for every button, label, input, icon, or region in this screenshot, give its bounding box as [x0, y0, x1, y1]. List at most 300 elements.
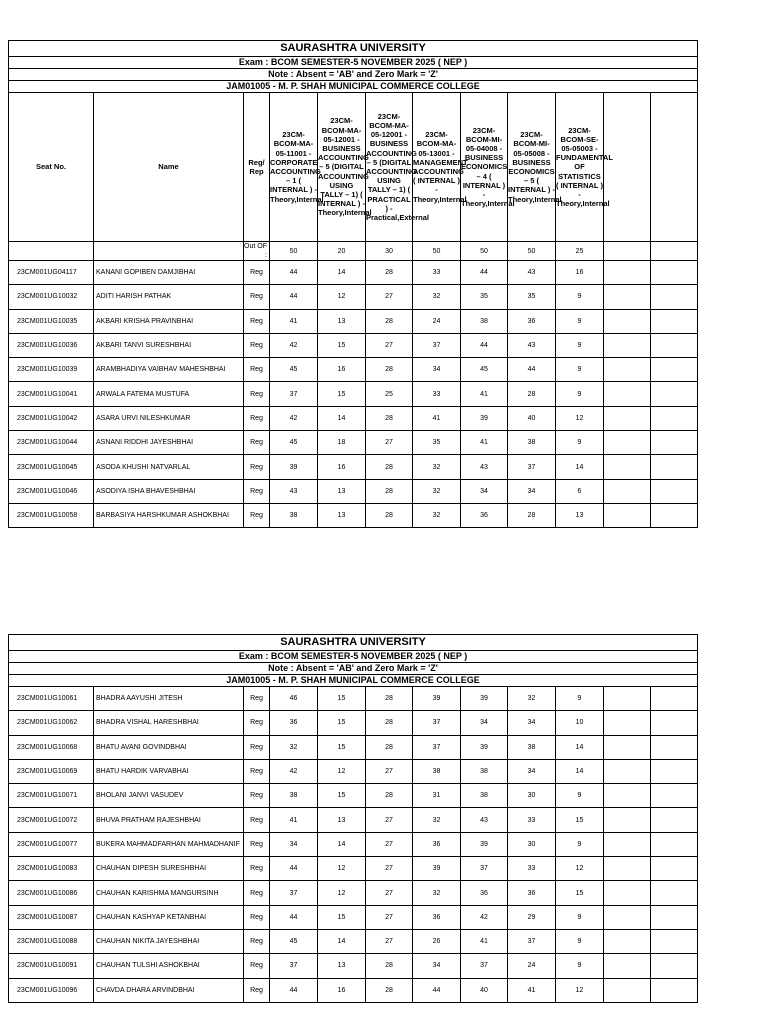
mark-cell: 43 — [508, 333, 556, 357]
student-rows-1 — [9, 261, 698, 528]
mark-cell: 27 — [366, 881, 413, 905]
note-text: Absent = 'AB' and Zero Mark = 'Z' — [295, 69, 438, 79]
student-name-cell: BHUVA PRATHAM RAJESHBHAI — [94, 808, 244, 832]
student-name-cell: BHATU HARDIK VARVABHAI — [94, 759, 244, 783]
table-row — [9, 261, 698, 285]
reg-type-cell: Reg — [244, 735, 270, 759]
student-name-cell: ASARA URVI NILESHKUMAR — [94, 406, 244, 430]
mark-cell: 34 — [461, 711, 508, 735]
reg-type-cell: Reg — [244, 832, 270, 856]
reg-type-cell: Reg — [244, 333, 270, 357]
mark-cell: 34 — [270, 832, 318, 856]
mark-cell: 9 — [556, 954, 604, 978]
mark-cell: 39 — [413, 857, 461, 881]
student-name-cell: AKBARI TANVI SURESHBHAI — [94, 333, 244, 357]
mark-cell: 9 — [556, 431, 604, 455]
mark-cell: 32 — [413, 503, 461, 527]
mark-cell: 37 — [508, 929, 556, 953]
table-row — [9, 954, 698, 978]
mark-cell: 27 — [366, 808, 413, 832]
mark-cell: 13 — [556, 503, 604, 527]
mark-cell: 28 — [366, 687, 413, 711]
empty-cell — [604, 954, 651, 978]
empty-cell — [604, 735, 651, 759]
mark-cell: 16 — [318, 455, 366, 479]
mark-cell: 36 — [461, 881, 508, 905]
mark-cell: 32 — [413, 881, 461, 905]
note-text: Absent = 'AB' and Zero Mark = 'Z' — [295, 663, 438, 673]
mark-cell: 28 — [366, 261, 413, 285]
mark-cell: 46 — [270, 687, 318, 711]
mark-cell: 39 — [461, 687, 508, 711]
mark-cell: 16 — [318, 358, 366, 382]
empty-cell — [651, 455, 698, 479]
empty-cell — [604, 687, 651, 711]
empty-cell — [651, 309, 698, 333]
mark-cell: 43 — [461, 455, 508, 479]
mark-cell: 42 — [461, 905, 508, 929]
mark-cell: 24 — [413, 309, 461, 333]
student-name-cell: ARWALA FATEMA MUSTUFA — [94, 382, 244, 406]
outof-blank — [604, 242, 651, 261]
mark-cell: 41 — [413, 406, 461, 430]
table-row — [9, 431, 698, 455]
mark-cell: 38 — [461, 784, 508, 808]
mark-cell: 28 — [366, 479, 413, 503]
mark-cell: 33 — [508, 857, 556, 881]
mark-cell: 36 — [508, 881, 556, 905]
mark-cell: 15 — [318, 711, 366, 735]
mark-cell: 28 — [366, 954, 413, 978]
empty-cell — [651, 406, 698, 430]
exam-label: Exam : — [238, 57, 271, 67]
student-name-cell: BUKERA MAHMADFARHAN MAHMADHANIF — [94, 832, 244, 856]
seat-number-cell: 23CM001UG10042 — [9, 406, 94, 430]
student-name-cell: BARBASIYA HARSHKUMAR ASHOKBHAI — [94, 503, 244, 527]
table-row — [9, 978, 698, 1002]
mark-cell: 45 — [270, 431, 318, 455]
student-name-cell: CHAUHAN KARISHMA MANGURSINH — [94, 881, 244, 905]
mark-cell: 27 — [366, 857, 413, 881]
mark-cell: 14 — [556, 735, 604, 759]
mark-cell: 10 — [556, 711, 604, 735]
outof-label: Out OF : — [244, 242, 270, 261]
mark-cell: 9 — [556, 784, 604, 808]
mark-cell: 35 — [461, 285, 508, 309]
mark-cell: 9 — [556, 832, 604, 856]
student-name-cell: ARAMBHADIYA VAIBHAV MAHESHBHAI — [94, 358, 244, 382]
mark-cell: 34 — [413, 954, 461, 978]
empty-cell — [651, 382, 698, 406]
seat-number-cell: 23CM001UG10035 — [9, 309, 94, 333]
note-label: Note : — [268, 663, 296, 673]
mark-cell: 28 — [366, 711, 413, 735]
mark-cell: 32 — [413, 479, 461, 503]
mark-cell: 15 — [318, 333, 366, 357]
result-table-1 — [8, 40, 698, 528]
mark-cell: 33 — [413, 261, 461, 285]
seat-number-cell: 23CM001UG10091 — [9, 954, 94, 978]
empty-cell — [651, 687, 698, 711]
mark-cell: 39 — [461, 832, 508, 856]
seat-number-cell: 23CM001UG10045 — [9, 455, 94, 479]
empty-cell — [604, 479, 651, 503]
mark-cell: 37 — [270, 881, 318, 905]
outof-blank — [9, 242, 94, 261]
reg-type-cell: Reg — [244, 954, 270, 978]
outof-value: 50 — [413, 242, 461, 261]
empty-cell — [604, 881, 651, 905]
mark-cell: 38 — [508, 431, 556, 455]
mark-cell: 41 — [270, 808, 318, 832]
empty-cell — [604, 832, 651, 856]
student-name-cell: BHATU AVANI GOVINDBHAI — [94, 735, 244, 759]
reg-type-cell: Reg — [244, 711, 270, 735]
mark-cell: 16 — [318, 978, 366, 1002]
mark-cell: 12 — [318, 881, 366, 905]
mark-cell: 44 — [508, 358, 556, 382]
mark-cell: 36 — [461, 503, 508, 527]
mark-cell: 28 — [366, 735, 413, 759]
mark-cell: 28 — [508, 382, 556, 406]
empty-cell — [651, 735, 698, 759]
mark-cell: 42 — [270, 759, 318, 783]
mark-cell: 15 — [318, 382, 366, 406]
mark-cell: 37 — [413, 735, 461, 759]
outof-blank — [94, 242, 244, 261]
empty-cell — [604, 309, 651, 333]
empty-cell — [651, 285, 698, 309]
mark-cell: 14 — [318, 929, 366, 953]
student-name-cell: ASODIYA ISHA BHAVESHBHAI — [94, 479, 244, 503]
college-name: JAM01005 - M. P. SHAH MUNICIPAL COMMERCE COLLEGE — [9, 675, 698, 687]
student-name-cell: CHAUHAN KASHYAP KETANBHAI — [94, 905, 244, 929]
student-name-cell: CHAUHAN DIPESH SURESHBHAI — [94, 857, 244, 881]
mark-cell: 44 — [270, 285, 318, 309]
reg-type-cell: Reg — [244, 261, 270, 285]
reg-type-cell: Reg — [244, 905, 270, 929]
mark-cell: 28 — [366, 309, 413, 333]
mark-cell: 38 — [508, 735, 556, 759]
empty-cell — [651, 358, 698, 382]
mark-cell: 28 — [366, 784, 413, 808]
reg-type-cell: Reg — [244, 687, 270, 711]
seat-number-cell: 23CM001UG10072 — [9, 808, 94, 832]
outof-value: 25 — [556, 242, 604, 261]
mark-cell: 14 — [318, 261, 366, 285]
mark-cell: 41 — [461, 431, 508, 455]
mark-cell: 12 — [318, 285, 366, 309]
mark-cell: 38 — [270, 503, 318, 527]
outof-value: 30 — [366, 242, 413, 261]
mark-cell: 9 — [556, 285, 604, 309]
result-table-2 — [8, 634, 698, 1003]
table-row — [9, 382, 698, 406]
seat-number-cell: 23CM001UG10086 — [9, 881, 94, 905]
table-row — [9, 905, 698, 929]
mark-cell: 37 — [461, 954, 508, 978]
table-row — [9, 455, 698, 479]
outof-blank — [651, 242, 698, 261]
mark-cell: 31 — [413, 784, 461, 808]
student-name-cell: ASODA KHUSHI NATVARLAL — [94, 455, 244, 479]
result-sheet-1 — [8, 40, 697, 528]
empty-cell — [651, 503, 698, 527]
empty-cell — [604, 382, 651, 406]
empty-cell — [604, 503, 651, 527]
mark-cell: 12 — [556, 978, 604, 1002]
student-name-cell: BHOLANI JANVI VASUDEV — [94, 784, 244, 808]
exam-line — [9, 57, 698, 69]
subject-header: 23CM-BCOM-MI-05-05008 - BUSINESS ECONOMICS – 5 ( INTERNAL ) - Theory,Internal — [508, 93, 556, 242]
mark-cell: 30 — [508, 832, 556, 856]
mark-cell: 34 — [508, 759, 556, 783]
table-row — [9, 808, 698, 832]
mark-cell: 27 — [366, 285, 413, 309]
seat-number-cell: 23CM001UG10041 — [9, 382, 94, 406]
empty-cell — [604, 978, 651, 1002]
mark-cell: 37 — [270, 382, 318, 406]
table-row — [9, 503, 698, 527]
mark-cell: 41 — [508, 978, 556, 1002]
empty-cell — [604, 759, 651, 783]
mark-cell: 15 — [318, 905, 366, 929]
mark-cell: 38 — [413, 759, 461, 783]
mark-cell: 15 — [556, 808, 604, 832]
mark-cell: 9 — [556, 905, 604, 929]
table-row — [9, 857, 698, 881]
reg-type-cell: Reg — [244, 309, 270, 333]
empty-header — [651, 93, 698, 242]
mark-cell: 45 — [270, 929, 318, 953]
mark-cell: 44 — [270, 905, 318, 929]
seat-number-cell: 23CM001UG10077 — [9, 832, 94, 856]
table-row — [9, 333, 698, 357]
mark-cell: 34 — [508, 479, 556, 503]
subject-header: 23CM-BCOM-MA-05-13001 - MANAGEMENT ACCOUNTING ( INTERNAL ) - Theory,Internal — [413, 93, 461, 242]
mark-cell: 37 — [461, 857, 508, 881]
mark-cell: 44 — [413, 978, 461, 1002]
mark-cell: 28 — [366, 358, 413, 382]
mark-cell: 14 — [556, 455, 604, 479]
reg-type-cell: Reg — [244, 784, 270, 808]
seat-number-cell: 23CM001UG10062 — [9, 711, 94, 735]
mark-cell: 9 — [556, 358, 604, 382]
subject-header: 23CM-BCOM-MA-05-12001 - BUSINESS ACCOUNTING – 5 (DIGITAL ACCOUNTING USING TALLY – 1) ( INTERNAL ) - Theory,Internal — [318, 93, 366, 242]
mark-cell: 33 — [508, 808, 556, 832]
empty-cell — [651, 832, 698, 856]
mark-cell: 6 — [556, 479, 604, 503]
outof-value: 50 — [270, 242, 318, 261]
mark-cell: 24 — [508, 954, 556, 978]
mark-cell: 14 — [556, 759, 604, 783]
mark-cell: 9 — [556, 929, 604, 953]
mark-cell: 13 — [318, 309, 366, 333]
empty-cell — [604, 358, 651, 382]
reg-type-cell: Reg — [244, 503, 270, 527]
empty-cell — [604, 808, 651, 832]
mark-cell: 15 — [556, 881, 604, 905]
mark-cell: 36 — [413, 905, 461, 929]
mark-cell: 34 — [508, 711, 556, 735]
student-name-cell: BHADRA VISHAL HARESHBHAI — [94, 711, 244, 735]
empty-header — [604, 93, 651, 242]
mark-cell: 13 — [318, 479, 366, 503]
mark-cell: 44 — [461, 333, 508, 357]
empty-cell — [604, 711, 651, 735]
empty-cell — [604, 857, 651, 881]
mark-cell: 28 — [366, 503, 413, 527]
table-row — [9, 711, 698, 735]
mark-cell: 44 — [270, 978, 318, 1002]
seat-number-cell: 23CM001UG10096 — [9, 978, 94, 1002]
mark-cell: 39 — [461, 735, 508, 759]
mark-cell: 35 — [413, 431, 461, 455]
mark-cell: 15 — [318, 687, 366, 711]
subject-header: 23CM-BCOM-MI-05-04008 - BUSINESS ECONOMICS – 4 ( INTERNAL ) - Theory,Internal — [461, 93, 508, 242]
seat-number-cell: 23CM001UG10087 — [9, 905, 94, 929]
mark-cell: 36 — [270, 711, 318, 735]
mark-cell: 43 — [461, 808, 508, 832]
mark-cell: 12 — [318, 759, 366, 783]
seat-number-cell: 23CM001UG10071 — [9, 784, 94, 808]
empty-cell — [651, 333, 698, 357]
mark-cell: 25 — [366, 382, 413, 406]
reg-type-cell: Reg — [244, 929, 270, 953]
mark-cell: 39 — [461, 406, 508, 430]
empty-cell — [651, 857, 698, 881]
seat-number-cell: 23CM001UG10039 — [9, 358, 94, 382]
seat-number-cell: 23CM001UG10058 — [9, 503, 94, 527]
reg-type-cell: Reg — [244, 881, 270, 905]
mark-cell: 12 — [556, 857, 604, 881]
empty-cell — [604, 455, 651, 479]
mark-cell: 40 — [508, 406, 556, 430]
mark-cell: 28 — [366, 406, 413, 430]
mark-cell: 32 — [508, 687, 556, 711]
mark-cell: 32 — [413, 808, 461, 832]
reg-type-cell: Reg — [244, 358, 270, 382]
mark-cell: 45 — [270, 358, 318, 382]
reg-type-cell: Reg — [244, 808, 270, 832]
mark-cell: 15 — [318, 784, 366, 808]
mark-cell: 13 — [318, 954, 366, 978]
outof-value: 50 — [508, 242, 556, 261]
mark-cell: 27 — [366, 431, 413, 455]
mark-cell: 42 — [270, 333, 318, 357]
mark-cell: 18 — [318, 431, 366, 455]
seat-number-cell: 23CM001UG10069 — [9, 759, 94, 783]
table-row — [9, 929, 698, 953]
table-row — [9, 406, 698, 430]
mark-cell: 43 — [270, 479, 318, 503]
student-name-cell: ADITI HARISH PATHAK — [94, 285, 244, 309]
mark-cell: 41 — [270, 309, 318, 333]
empty-cell — [651, 711, 698, 735]
reg-type-cell: Reg — [244, 978, 270, 1002]
seat-number-cell: 23CM001UG10061 — [9, 687, 94, 711]
table-row — [9, 479, 698, 503]
outof-value: 50 — [461, 242, 508, 261]
result-sheet-2 — [8, 634, 697, 1003]
name-column-header: Name — [94, 93, 244, 242]
mark-cell: 14 — [318, 832, 366, 856]
subject-header: 23CM-BCOM-MA-05-12001 - BUSINESS ACCOUNTING – 5 (DIGITAL ACCOUNTING USING TALLY – 1) ( PRACTICAL ) - Practical,External — [366, 93, 413, 242]
mark-cell: 33 — [413, 382, 461, 406]
table-row — [9, 309, 698, 333]
mark-cell: 12 — [318, 857, 366, 881]
mark-cell: 38 — [461, 759, 508, 783]
mark-cell: 37 — [270, 954, 318, 978]
exam-name: BCOM SEMESTER-5 NOVEMBER 2025 ( NEP ) — [270, 57, 468, 67]
reg-type-cell: Reg — [244, 857, 270, 881]
student-rows-2 — [9, 687, 698, 1003]
empty-cell — [651, 905, 698, 929]
mark-cell: 40 — [461, 978, 508, 1002]
table-row — [9, 358, 698, 382]
mark-cell: 27 — [366, 905, 413, 929]
mark-cell: 30 — [508, 784, 556, 808]
mark-cell: 36 — [508, 309, 556, 333]
empty-cell — [651, 479, 698, 503]
exam-label: Exam : — [238, 651, 271, 661]
college-name: JAM01005 - M. P. SHAH MUNICIPAL COMMERCE COLLEGE — [9, 81, 698, 93]
seat-number-cell: 23CM001UG10088 — [9, 929, 94, 953]
outof-value: 20 — [318, 242, 366, 261]
student-name-cell: CHAVDA DHARA ARVINDBHAI — [94, 978, 244, 1002]
mark-cell: 32 — [413, 455, 461, 479]
mark-cell: 43 — [508, 261, 556, 285]
seat-number-cell: 23CM001UG10068 — [9, 735, 94, 759]
seat-number-cell: 23CM001UG10083 — [9, 857, 94, 881]
mark-cell: 39 — [413, 687, 461, 711]
reg-type-cell: Reg — [244, 759, 270, 783]
table-row — [9, 832, 698, 856]
empty-cell — [651, 881, 698, 905]
seat-column-header: Seat No. — [9, 93, 94, 242]
mark-cell: 39 — [270, 455, 318, 479]
mark-cell: 38 — [461, 309, 508, 333]
mark-cell: 37 — [413, 711, 461, 735]
reg-type-cell: Reg — [244, 406, 270, 430]
empty-cell — [651, 784, 698, 808]
empty-cell — [604, 905, 651, 929]
mark-cell: 32 — [413, 285, 461, 309]
mark-cell: 45 — [461, 358, 508, 382]
mark-cell: 16 — [556, 261, 604, 285]
mark-cell: 34 — [461, 479, 508, 503]
mark-cell: 37 — [508, 455, 556, 479]
empty-cell — [604, 285, 651, 309]
mark-cell: 27 — [366, 333, 413, 357]
mark-cell: 37 — [413, 333, 461, 357]
reg-type-cell: Reg — [244, 431, 270, 455]
note-line — [9, 663, 698, 675]
reg-type-cell: Reg — [244, 285, 270, 309]
mark-cell: 27 — [366, 929, 413, 953]
mark-cell: 29 — [508, 905, 556, 929]
mark-cell: 36 — [413, 832, 461, 856]
seat-number-cell: 23CM001UG10046 — [9, 479, 94, 503]
mark-cell: 41 — [461, 382, 508, 406]
empty-cell — [651, 954, 698, 978]
exam-name: BCOM SEMESTER-5 NOVEMBER 2025 ( NEP ) — [270, 651, 468, 661]
table-row — [9, 735, 698, 759]
empty-cell — [604, 431, 651, 455]
empty-cell — [651, 808, 698, 832]
note-label: Note : — [268, 69, 296, 79]
empty-cell — [604, 929, 651, 953]
